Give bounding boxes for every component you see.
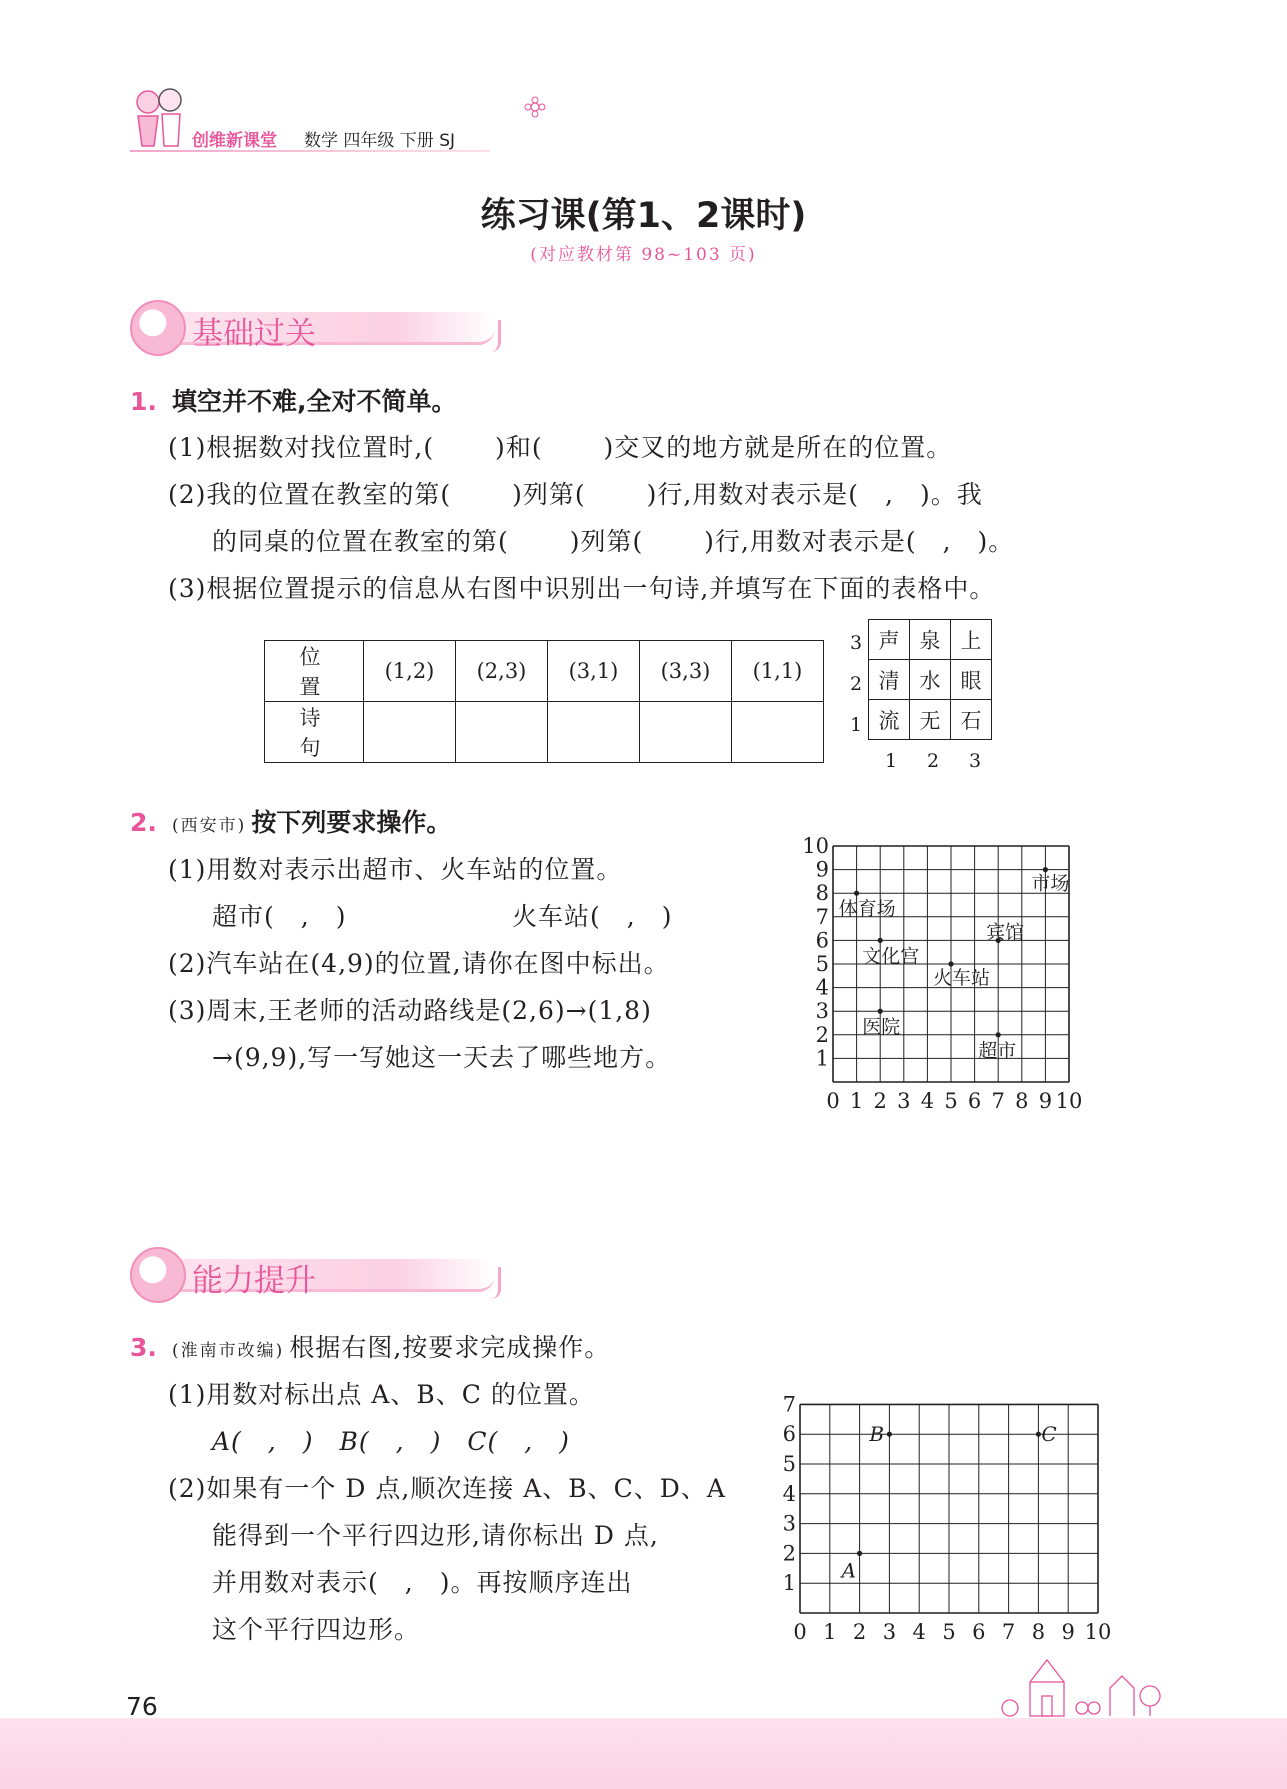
q1-line-4: (3)根据位置提示的信息从右图中识别出一句诗,并填写在下面的表格中。 [168,574,996,603]
x-tick-label: 2 [852,1620,867,1644]
header-mascot-image [128,84,188,154]
table-header-cell: 位 置 [265,641,364,702]
section-label: 基础过关 [192,316,316,352]
grid-character: 石 [951,700,992,740]
point-marker [1036,1432,1041,1437]
footer-band [0,1718,1287,1789]
point-marker [996,1032,1001,1037]
y-tick-label: 5 [782,1452,796,1476]
grid-character: 声 [869,620,910,660]
x-tick-label: 3 [882,1620,897,1644]
y-tick-label: 7 [815,904,829,929]
answer-cell[interactable] [548,702,640,763]
x-tick-label: 4 [920,1089,935,1113]
question-number: 2. [130,808,157,837]
question-1 [130,382,457,418]
x-tick-label: 8 [1031,1620,1046,1644]
point-label: B [869,1422,885,1447]
x-tick-label: 2 [873,1089,887,1113]
q3-line-1: (1)用数对标出点 A、B、C 的位置。 [168,1380,595,1409]
castle-decoration-icon [990,1652,1170,1718]
poem-table [264,640,824,763]
table-cell: (2,3) [456,641,548,702]
point-marker [887,1432,892,1437]
poem-grid [868,619,992,740]
y-tick-label: 9 [815,857,829,882]
point-label: C [1041,1422,1057,1447]
y-tick-label: 10 [802,834,829,858]
mini-grid-row-label: 2 [850,673,863,695]
y-tick-label: 3 [782,1511,796,1536]
x-tick-label: 10 [1055,1089,1083,1113]
grid-character: 无 [910,700,951,740]
x-tick-label: 9 [1061,1620,1075,1644]
x-tick-label: 7 [991,1089,1005,1113]
mascot-badge-icon [130,300,186,356]
y-tick-label: 3 [815,999,829,1024]
grid-character: 眼 [951,660,992,700]
question-title: 按下列要求操作。 [251,808,452,837]
coordinate-grid-points [770,1390,1130,1650]
flower-icon [524,96,546,118]
y-tick-label: 4 [782,1481,796,1506]
x-tick-label: 1 [823,1620,837,1644]
mini-grid-col-label: 3 [969,750,982,772]
grid-character: 泉 [910,620,951,660]
question-2 [130,803,451,839]
mini-grid-col-label: 1 [885,750,898,772]
grid-row [869,700,992,740]
y-tick-label: 1 [782,1571,796,1596]
answer-cell[interactable] [456,702,548,763]
mini-grid-row-label: 1 [850,714,863,736]
table-header-cell: 诗 句 [265,702,364,763]
point-label: 超市 [978,1039,1017,1062]
question-number: 3. [130,1333,157,1362]
question-number: 1. [130,387,157,416]
table-cell: (3,1) [548,641,640,702]
section-label: 能力提升 [192,1263,316,1299]
x-tick-label: 5 [944,1089,958,1113]
q1-line-3: 的同桌的位置在教室的第( )列第( )行,用数对表示是( , )。 [212,527,1015,556]
coordinate-grid-map [795,830,1095,1115]
q3-line-4: 能得到一个平行四边形,请你标出 D 点, [212,1521,659,1550]
point-marker [948,961,953,966]
grid-character: 清 [869,660,910,700]
q1-line-2: (2)我的位置在教室的第( )列第( )行,用数对表示是( , )。我 [168,480,983,509]
section-header-advanced [130,1247,510,1303]
point-label: 医院 [862,1016,901,1039]
page-subtitle: (对应教材第 98~103 页) [530,245,757,265]
point-label: 火车站 [933,967,991,989]
x-tick-label: 7 [1001,1620,1016,1644]
x-tick-label: 6 [972,1620,986,1644]
q3-line-3: (2)如果有一个 D 点,顺次连接 A、B、C、D、A [168,1474,726,1503]
point-marker [878,1009,883,1014]
point-label: 市场 [1031,872,1070,895]
q2-answer-station: 火车站( , ) [512,902,673,931]
x-tick-label: 1 [849,1089,864,1113]
point-marker [1043,867,1048,872]
point-label: 体育场 [838,898,896,921]
mini-grid-col-label: 2 [927,750,940,772]
q1-line-1: (1)根据数对找位置时,( )和( )交叉的地方就是所在的位置。 [168,433,953,462]
point-marker [878,938,883,943]
q3-line-2: A( , ) B( , ) C( , ) [212,1427,570,1456]
question-3 [130,1328,610,1364]
y-tick-label: 6 [782,1422,796,1447]
x-tick-label: 0 [826,1089,840,1113]
y-tick-label: 1 [815,1046,829,1071]
question-title: 填空并不难,全对不简单。 [172,387,457,416]
table-cell: (3,3) [640,641,732,702]
q2-line-1: (1)用数对表示出超市、火车站的位置。 [168,855,623,884]
q2-answer-supermarket: 超市( , ) [212,902,347,931]
answer-cell[interactable] [364,702,456,763]
point-label: A [841,1558,857,1583]
y-tick-label: 8 [815,881,829,906]
x-tick-label: 8 [1015,1089,1029,1113]
question-source: (淮南市改编) [172,1341,285,1361]
point-marker [854,891,859,896]
x-tick-label: 9 [1038,1089,1053,1113]
y-tick-label: 2 [782,1541,796,1566]
grid-character: 流 [869,700,910,740]
mascot-badge-icon [130,1247,186,1303]
grid-row [869,620,992,660]
grid-character: 水 [910,660,951,700]
x-tick-label: 5 [942,1620,956,1644]
y-tick-label: 7 [782,1392,796,1417]
q2-line-4: (3)周末,王老师的活动路线是(2,6)→(1,8) [168,996,652,1025]
x-tick-label: 0 [793,1620,807,1644]
book-info: 数学 四年级 下册 SJ [304,131,456,151]
page-number: 76 [126,1692,158,1721]
table-cell: (1,1) [732,641,824,702]
table-cell: (1,2) [364,641,456,702]
table-row [265,702,824,763]
q3-line-5: 并用数对表示( , )。再按顺序连出 [212,1568,633,1597]
grid-row [869,660,992,700]
answer-cell[interactable] [640,702,732,763]
y-tick-label: 2 [815,1022,829,1047]
x-tick-label: 3 [897,1089,911,1113]
x-tick-label: 6 [967,1089,982,1113]
point-label: 宾馆 [986,921,1025,944]
y-tick-label: 6 [815,928,829,953]
q3-line-6: 这个平行四边形。 [212,1615,421,1644]
q2-line-3: (2)汽车站在(4,9)的位置,请你在图中标出。 [168,949,670,978]
table-row [265,641,824,702]
brand-name: 创维新课堂 [192,131,277,151]
section-header-basic [130,300,510,356]
x-tick-label: 4 [912,1620,926,1644]
mini-grid-row-label: 3 [850,632,863,654]
page-title: 练习课(第1、2课时) [480,196,807,236]
x-tick-label: 10 [1084,1620,1112,1644]
point-marker [857,1551,862,1556]
question-source: (西安市) [172,816,247,836]
y-tick-label: 4 [815,975,829,1000]
y-tick-label: 5 [815,952,829,976]
grid-character: 上 [951,620,992,660]
q2-line-5: →(9,9),写一写她这一天去了哪些地方。 [212,1043,672,1072]
question-title: 根据右图,按要求完成操作。 [289,1333,611,1362]
answer-cell[interactable] [732,702,824,763]
point-label: 文化宫 [862,945,920,968]
